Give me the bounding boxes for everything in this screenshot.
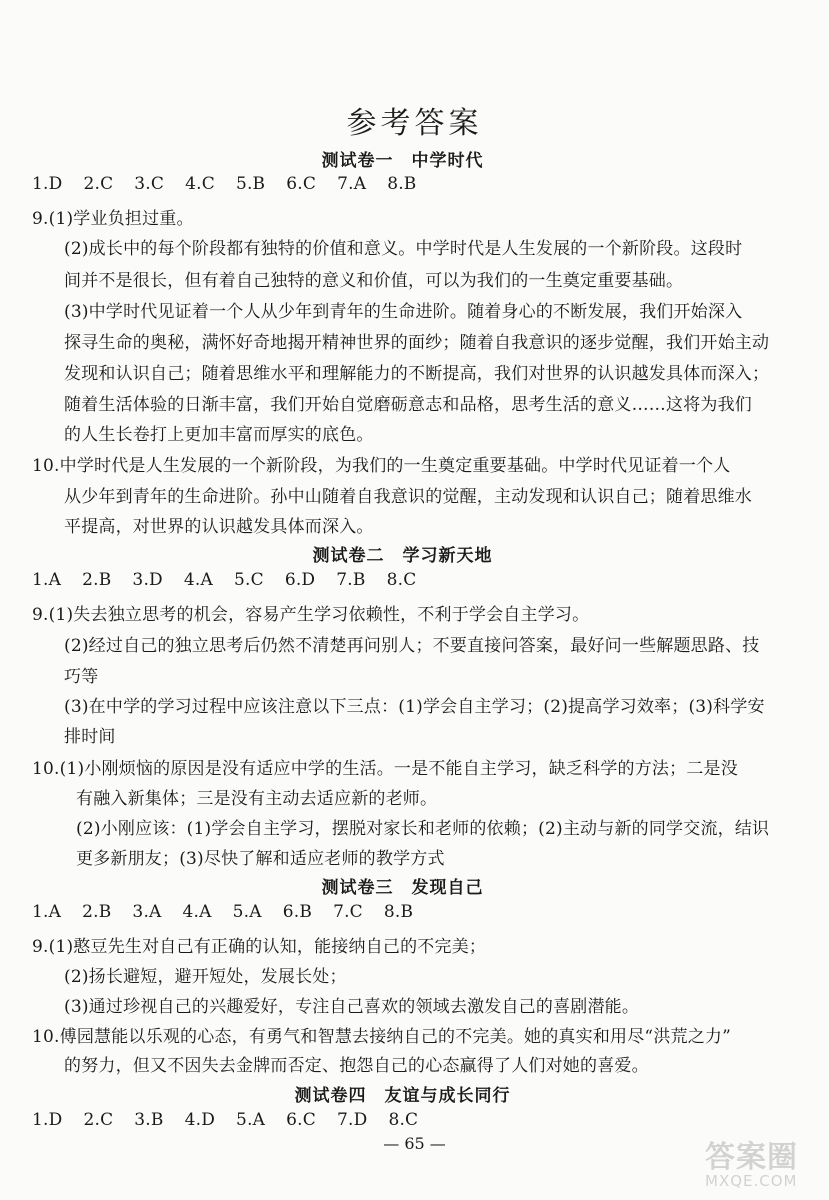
answer-line: 有融入新集体；三是没有主动去适应新的老师。 <box>76 789 438 809</box>
section-3-heading <box>0 873 805 898</box>
mc-answer: 1.A <box>32 902 62 922</box>
section-4-subtitle: 友谊与成长同行 <box>384 1086 511 1106</box>
mc-answer: 1.D <box>32 1110 63 1130</box>
answer-line: 间并不是很长，但有着自己独特的意义和价值，可以为我们的一生奠定重要基础。 <box>64 271 684 291</box>
watermark-logo-text: 答案圈 <box>705 1140 798 1175</box>
mc-answer: 8.B <box>387 174 417 194</box>
section-2-label: 测试卷二 <box>312 546 385 566</box>
section-1-subtitle: 中学时代 <box>411 151 484 171</box>
watermark-url: MXQE.COM <box>705 1172 798 1190</box>
mc-answer: 5.C <box>233 570 264 590</box>
answer-line: (3)在中学的学习过程中应该注意以下三点：(1)学会自主学习；(2)提高学习效率；(3)科学安 <box>64 697 765 717</box>
section-3-label: 测试卷三 <box>321 878 394 898</box>
mc-answer: 4.C <box>185 174 215 194</box>
mc-answer: 2.C <box>83 174 114 194</box>
mc-answer: 3.A <box>132 902 162 922</box>
mc-answer: 7.D <box>336 1110 368 1130</box>
answer-line: (2)经过自己的独立思考后仍然不清楚再问别人；不要直接问答案，最好问一些解题思路、技 <box>64 636 760 656</box>
mc-answer: 2.B <box>82 570 112 590</box>
mc-answer: 8.C <box>386 570 417 590</box>
mc-answer: 7.C <box>333 902 363 922</box>
answer-line: 排时间 <box>64 727 116 747</box>
answer-line: 巧等 <box>64 667 99 687</box>
answer-line: 的人生长卷打上更加丰富而厚实的底色。 <box>64 425 374 445</box>
section-3-subtitle: 发现自己 <box>411 878 484 898</box>
answer-line: 9.(1)憨豆先生对自己有正确的认知，能接纳自己的不完美； <box>32 937 487 957</box>
mc-answer: 1.A <box>32 570 62 590</box>
section-1-heading <box>0 146 805 171</box>
mc-answer: 4.A <box>182 902 212 922</box>
section-4-heading <box>0 1081 805 1106</box>
answer-line: 的努力，但又不因失去金牌而否定、抱怨自己的心态赢得了人们对她的喜爱。 <box>64 1056 649 1076</box>
section-2-mc-answers <box>32 570 437 590</box>
answer-line: 10.傅园慧能以乐观的心态，有勇气和智慧去接纳自己的不完美。她的真实和用尽“洪荒之力” <box>32 1027 732 1047</box>
mc-answer: 5.B <box>235 174 266 194</box>
mc-answer: 2.C <box>83 1110 114 1130</box>
section-2-heading <box>0 541 805 566</box>
answer-line: (2)小刚应该：(1)学会自主学习，摆脱对家长和老师的依赖；(2)主动与新的同学交流，结识 <box>76 819 770 839</box>
section-1-mc-answers <box>32 174 438 194</box>
mc-answer: 6.C <box>286 1110 316 1130</box>
page-title: 参考答案 <box>346 106 483 141</box>
answer-line: 10.中学时代是人生发展的一个新阶段，为我们的一生奠定重要基础。中学时代见证着一个人 <box>32 456 731 476</box>
section-3-mc-answers <box>32 902 434 922</box>
mc-answer: 3.D <box>132 570 163 590</box>
mc-answer: 4.A <box>183 570 213 590</box>
answer-line: (2)扬长避短，避开短处，发展长处； <box>64 967 347 987</box>
mc-answer: 8.C <box>388 1110 419 1130</box>
mc-answer: 1.D <box>32 174 63 194</box>
mc-answer: 6.B <box>282 902 313 922</box>
mc-answer: 6.C <box>286 174 317 194</box>
answer-line: (2)成长中的每个阶段都有独特的价值和意义。中学时代是人生发展的一个新阶段。这段时 <box>64 239 743 259</box>
mc-answer: 3.C <box>134 174 165 194</box>
answer-line: (3)中学时代见证着一个人从少年到青年的生命进阶。随着身心的不断发展，我们开始深入 <box>64 302 743 322</box>
page-number: — 65 — <box>383 1134 446 1153</box>
answer-line: 从少年到青年的生命进阶。孙中山随着自我意识的觉醒，主动发现和认识自己；随着思维水 <box>64 487 752 507</box>
answer-line: 9.(1)学业负担过重。 <box>32 209 194 229</box>
answer-line: 9.(1)失去独立思考的机会，容易产生学习依赖性，不利于学会自主学习。 <box>32 605 590 625</box>
answer-line: 平提高，对世界的认识越发具体而深入。 <box>64 517 374 537</box>
mc-answer: 5.A <box>232 902 262 922</box>
mc-answer: 7.B <box>336 570 366 590</box>
site-watermark <box>705 1132 815 1192</box>
answer-line: 10.(1)小刚烦恼的原因是没有适应中学的生活。一是不能自主学习，缺乏科学的方法；二是没 <box>32 759 738 779</box>
section-4-mc-answers <box>32 1110 439 1130</box>
section-4-label: 测试卷四 <box>294 1086 367 1106</box>
answer-line: (3)通过珍视自己的兴趣爱好，专注自己喜欢的领域去激发自己的喜剧潜能。 <box>64 997 640 1017</box>
answer-line: 探寻生命的奥秘，满怀好奇地揭开精神世界的面纱；随着自我意识的逐步觉醒，我们开始主动 <box>64 333 770 353</box>
answer-line: 更多新朋友；(3)尽快了解和适应老师的教学方式 <box>76 849 445 869</box>
answer-line: 发现和认识自己；随着思维水平和理解能力的不断提高，我们对世界的认识越发具体而深入； <box>64 364 770 384</box>
mc-answer: 7.A <box>337 174 367 194</box>
mc-answer: 5.A <box>236 1110 266 1130</box>
mc-answer: 4.D <box>184 1110 216 1130</box>
mc-answer: 3.B <box>134 1110 164 1130</box>
answer-line: 随着生活体验的日渐丰富，我们开始自觉磨砺意志和品格，思考生活的意义……这将为我们 <box>64 395 752 415</box>
mc-answer: 8.B <box>383 902 414 922</box>
mc-answer: 2.B <box>82 902 112 922</box>
section-2-subtitle: 学习新天地 <box>402 546 493 566</box>
mc-answer: 6.D <box>284 570 316 590</box>
section-1-label: 测试卷一 <box>321 151 394 171</box>
